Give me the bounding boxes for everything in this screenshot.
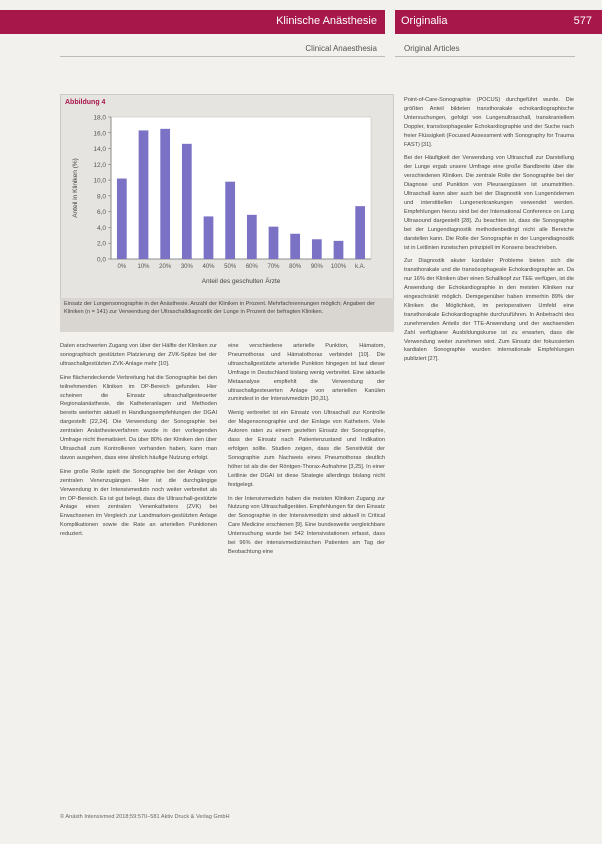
header-rule-right [395,56,575,57]
paragraph: Wenig verbreitet ist ein Einsatz von Ultraschall zur Kontrolle der Magensonographie und der Einlage von Kathetern. Viele Autoren raten zu einem gezielten Einsatz der Sonographie, dass der Einsatz nach Patientenzustand und Indikation erfolgen sollte. Studien zeigen, dass die Sensitivität der Sonographie zum Nachweis eines Pneumothorax deutlich höher ist als die der Röntgen-Thorax-Aufnahme [3,25]. In einer Leitlinie der DGAI ist diese Strategie allerdings bislang nicht festgelegt. [228,410,385,488]
x-tick-label: 100% [330,264,347,270]
bar [204,216,214,259]
bar [269,227,279,259]
bar [334,241,344,259]
bar [117,179,127,259]
y-tick-label: 6,0 [96,209,106,217]
y-axis-title: Anteil in Kliniken (%) [72,158,79,218]
header-rule-left [60,56,385,57]
page-footer: © Anästh Intensivmed 2018;59:570–581 Aktiv Druck & Verlag GmbH [60,814,230,820]
x-tick-label: 20% [159,264,172,270]
paragraph: Point-of-Care-Sonographie (POCUS) durchgeführt wurde. Die größten Anteil bildeten transthorakale echokardiographische Untersuchungen, gefolgt von Lungenultraschall, transkraniellem Doppler, transösophagealer Echokardiographie und der Suche nach freier Flüssigkeit (Focused Assessment with Sonography for Trauma FAST) [31]. [404,97,574,148]
x-tick-label: 30% [180,264,193,270]
paragraph: Eine flächendeckende Verbreitung hat die Sonographie bei den teilnehmenden Kliniken im OP-Bereich gefunden. Hier scheinen die Einsatz ultraschallgesteuerter Regionalanästhesie, die Katheteranlagen und Methoden bereits weiterhin aktuell in Handlungsempfehlungen der DGAI dargestellt [22,24]. Die Verwendung der Sonographie bei zentralen Anästhesieverfahren wurde in der vorliegenden Umfrage nicht thematisiert. Da über 80% der Kliniken den über Ultraschall zum Kontrollieren vorhanden haben, kann man davon ausgehen, dass eine ähnlich häufige Nutzung erfolgt. [60,374,217,461]
x-tick-label: 50% [224,264,237,270]
right-column [404,96,574,808]
paragraph: Daten erschwerten Zugang von über der Hälfte der Kliniken zur sonographisch gestützten Platzierung der ZVK-Spitze bei der ultraschallgestützten ZVK-Anlage mehr [10]. [60,343,217,367]
y-tick-label: 2,0 [96,240,106,248]
paragraph: In der Intensivmedizin haben die meisten Kliniken Zugang zur Nutzung von Ultraschallgeräten. Empfehlungen für den Einsatz der Sonographie in der Intensivmedizin sind aktuell in Critical Care Medicine erschienen [9]. Eine bundesweite vergleichbare Untersuchung wurde bei 542 Intensivstationen erfasst, dass bei 96% der intensivmedizinischen Patienten am Tag der Beobachtung eine [228,495,385,555]
paragraph: eine verschiedene arterielle Punktion, Hämatom, Pneumothorax und Hämatothorax verbindet [10]. Die ultraschallgestützte arterielle Punktion hingegen ist laut dieser Umfrage in Deutschland bislang wenig verbreitet. Eine aktuelle Metaanalyse empfiehlt die Verwendung der ultraschallgesteuerten Anlage von arteriellen Kanülen zumindest in der Intensivmedizin [30,31]. [228,343,385,403]
header-left-bar [0,10,385,34]
figure-box [60,94,394,332]
section-title-en: Clinical Anaesthesia [305,44,377,53]
bar-chart [61,109,393,309]
x-tick-label: 90% [310,264,323,270]
paragraph: Bei der Häufigkeit der Verwendung von Ultraschall zur Darstellung der Lunge ergab unsere Umfrage eine große Bandbreite über die verschiedenen Kliniken. Die zentrale Rolle der Sonographie bei der Diagnose und Punktion von Pleuraergüssen ist unumstritten. Ultraschall kann aber auch bei der Diagnostik von Lungenödemen und interstitiellen Lungenerkrankungen verwendet werden. Empfehlungen hierzu sind bei der International Conference on Lung Ultrasound dargestellt [28]. Zu beachten ist, dass die Sonographie bei der Lungendiagnostik methodenbedingt nicht alle Bereiche darstellen kann. Die Rolle der Sonographie in der Lungendiagnostik ist in Leitlinien inzwischen prinzipiell im Konsens beschrieben. [404,155,574,251]
y-tick-label: 8,0 [96,193,106,201]
category-title-en: Original Articles [404,44,460,53]
header-right-bar [395,10,602,34]
bar [139,130,149,259]
x-tick-label: 40% [202,264,215,270]
y-tick-label: 0,0 [96,256,106,264]
category-title: Originalia [401,15,448,27]
bar [247,215,257,259]
x-tick-label: k.A. [354,264,366,270]
x-tick-label: 80% [289,264,302,270]
bar [355,206,365,259]
paragraph: Zur Diagnostik akuter kardialer Probleme bieten sich die transthorakale und die transösophageale Echokardiographie an. Da nur 16% der Kliniken über einen Schallkopf zur TEE verfügen, ist die Anwendung der Echokardiographie in den meisten Kliniken nur eingeschränkt möglich. Demgegenüber haben immerhin 89% der Kliniken die Möglichkeit, im perioperativen Umfeld eine transthorakale Echokardiographie durchzuführen. In Anbetracht des zunehmenden Anteils der TTE-Anwendung und der wachsenden Zahl verfügbarer Ausbildungskurse ist zu erwarten, dass die Verwendung weiter zunehmen wird. Zum Einsatz der fokussierten kardialen Sonographie wurden internationale Empfehlungen publiziert [27]. [404,258,574,363]
bar [182,144,192,259]
y-tick-label: 14,0 [93,146,106,154]
paragraph: Eine große Rolle spielt die Sonographie bei der Anlage von zentralen Venenzugängen. Hier ist die durchgängige Verwendung in der Intensivmedizin noch weiter verbreitet als im OP-Bereich. Es ist gut belegt, dass die Ultraschall-gestützte Anlage einen zentralen Venenkatheters (ZVK) bei Erwachsenen im Vergleich zur Landmarken-gestützten Anlage Komplikationen sowie die Rate an arteriellen Punktionen reduziert. [60,468,217,538]
left-column [60,342,217,807]
x-tick-label: 10% [137,264,150,270]
middle-column [228,342,385,807]
figure-caption: Einsatz der Lungensonographie in der Anästhesie. Anzahl der Kliniken in Prozent. Mehrfachnennungen möglich; Angaben der Kliniken (n = 141) zur Verwendung der Ultraschalldiagnostik der Lunge in Prozent der befragten Kliniken. [60,298,394,332]
section-title: Klinische Anästhesie [276,15,377,27]
y-tick-label: 4,0 [96,224,106,232]
y-tick-label: 18,0 [93,114,106,122]
y-tick-label: 12,0 [93,161,106,169]
y-tick-label: 10,0 [93,177,106,185]
x-tick-label: 60% [245,264,258,270]
plot-area [111,117,371,259]
bar [312,239,322,259]
page-number: 577 [573,15,592,27]
bar [290,234,300,259]
x-tick-label: 70% [267,264,280,270]
page-header-band [0,10,602,34]
x-tick-label: 0% [117,264,127,270]
y-tick-label: 16,0 [93,130,106,138]
x-axis-title: Anteil des geschulten Ärzte [201,278,281,285]
figure-label: Abbildung 4 [65,99,106,106]
bar [160,129,170,259]
bar [225,182,235,259]
